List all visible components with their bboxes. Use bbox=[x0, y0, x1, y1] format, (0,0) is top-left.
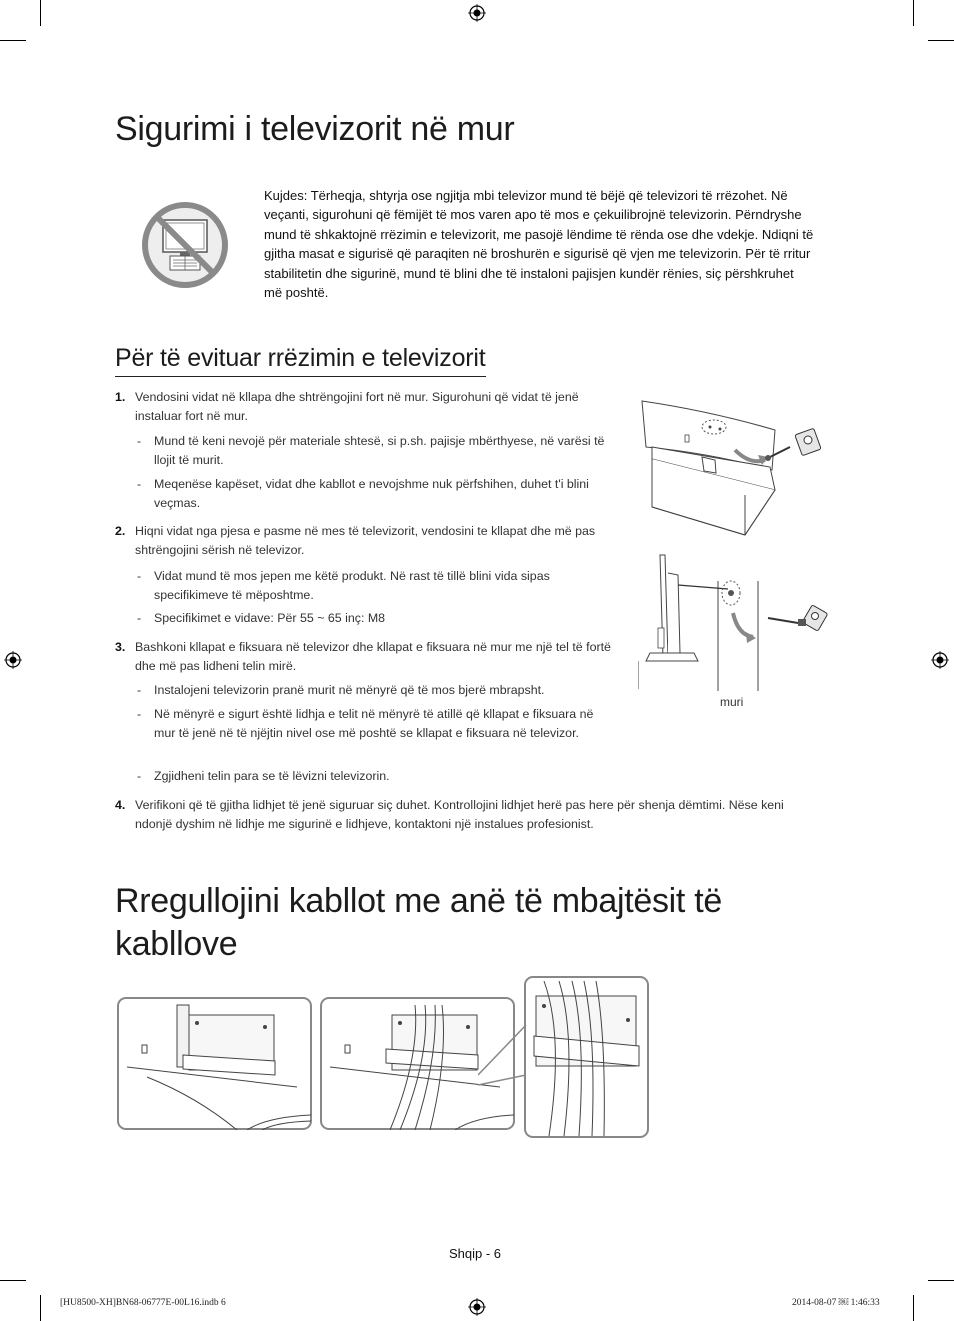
step-number: 2. bbox=[115, 524, 126, 538]
step-bullet: - Mund të keni nevojë për materiale shtesë, si p.sh. pajisje mbërthyese, në varësi të llojit të murit. bbox=[137, 434, 605, 468]
section-title-cables: Rregullojini kabllot me anë të mbajtësit të kabllove bbox=[115, 882, 722, 963]
step-bullet: - Specifikimet e vidave: Për 55 ~ 65 inç: M8 bbox=[137, 611, 386, 625]
step-text: Hiqni vidat nga pjesa e pasme në mes të televizorit, vendosini te kllapat dhe më pas shtrëngojini sërish në televizor. bbox=[135, 524, 596, 558]
step-4 bbox=[115, 796, 815, 835]
registration-mark-icon bbox=[931, 651, 949, 669]
crop-mark bbox=[0, 1280, 26, 1281]
step-2 bbox=[115, 522, 615, 561]
page-title: Sigurimi i televizorit në mur bbox=[115, 110, 515, 148]
crop-mark bbox=[40, 1295, 41, 1321]
tv-bracket-illustration bbox=[640, 395, 840, 540]
step-bullet: - Instalojeni televizorin pranë murit në mënyrë që të mos bjerë mbrapsht. bbox=[137, 683, 545, 697]
step-bullet: - Zgjidheni telin para se të lëvizni televizorin. bbox=[137, 769, 390, 783]
page-number: Shqip - 6 bbox=[449, 1246, 502, 1261]
print-slug-left: [HU8500-XH]BN68-06777E-00L16.indb 6 bbox=[60, 1298, 226, 1308]
crop-mark bbox=[928, 1280, 954, 1281]
zoom-connector-lines bbox=[478, 1015, 528, 1095]
step-text: Bashkoni kllapat e fiksuara në televizor dhe kllapat e fiksuara në mur me një tel të fortë dhe më pas lidheni telin mirë. bbox=[135, 640, 611, 674]
no-climbing-tv-icon bbox=[140, 200, 230, 290]
crop-mark bbox=[928, 40, 954, 41]
registration-mark-icon bbox=[468, 4, 486, 22]
cable-holder-zoom-illustration bbox=[524, 976, 649, 1138]
step-number: 3. bbox=[115, 640, 126, 654]
caution-paragraph: Kujdes: Tërheqja, shtyrja ose ngjitja mbi televizor mund të bëjë që televizori të rrëzohet. Në veçanti, sigurohuni që fëmijët të mos varen apo të mos e çekuilibrojnë televizorin. Përndryshe mund të shkaktojnë rrëzimin e televizorit, me pasojë lëndime të rënda ose dhe vdekje. Ndiqni të gjitha masat e sigurisë që paraqiten në broshurën e sigurisë që vjen me televizorin. Për të rritur stabilitetin dhe sigurinë, mund të blini dhe të instaloni pajisjen kundër rënies, siç përshkruhet më poshtë. bbox=[264, 188, 814, 301]
registration-mark-icon bbox=[468, 1298, 486, 1316]
print-slug-right: 2014-08-07 ￼ 1:46:33 bbox=[792, 1298, 880, 1308]
step-number: 4. bbox=[115, 798, 126, 812]
step-text: Verifikoni që të gjitha lidhjet të jenë siguruar siç duhet. Kontrollojini lidhjet herë pas here për shenja dëmtimi. Nëse keni ndonjë dyshim në lidhje me sigurinë e lidhjeve, kontaktoni një instalues profesionist. bbox=[135, 798, 784, 832]
step-bullet: - Meqenëse kapëset, vidat dhe kabllot e nevojshme nuk përfshihen, duhet t'i blini veçmas. bbox=[137, 477, 589, 511]
cable-holder-step-1-illustration bbox=[117, 997, 312, 1130]
section-subtitle: Për të evituar rrëzimin e televizorit bbox=[115, 344, 486, 377]
step-bullet: - Vidat mund të mos jepen me këtë produkt. Në rast të tillë blini vida sipas specifikimeve të mëposhtme. bbox=[137, 569, 550, 603]
tv-wall-side-illustration bbox=[638, 553, 838, 693]
step-3 bbox=[115, 638, 615, 677]
step-number: 1. bbox=[115, 390, 126, 404]
crop-mark bbox=[913, 0, 914, 26]
crop-mark bbox=[40, 0, 41, 26]
step-bullet: - Në mënyrë e sigurt është lidhja e telit në mënyrë të atillë që kllapat e fiksuara në mur të jenë në të njëjtin nivel ose më poshtë se kllapat e fiksuara në televizor. bbox=[137, 707, 594, 741]
step-text: Vendosini vidat në kllapa dhe shtrëngojini fort në mur. Sigurohuni që vidat të jenë instaluar fort në mur. bbox=[135, 390, 579, 424]
step-1 bbox=[115, 388, 615, 427]
registration-mark-icon bbox=[4, 651, 22, 669]
wall-label: muri bbox=[720, 695, 744, 709]
crop-mark bbox=[913, 1295, 914, 1321]
crop-mark bbox=[0, 40, 26, 41]
